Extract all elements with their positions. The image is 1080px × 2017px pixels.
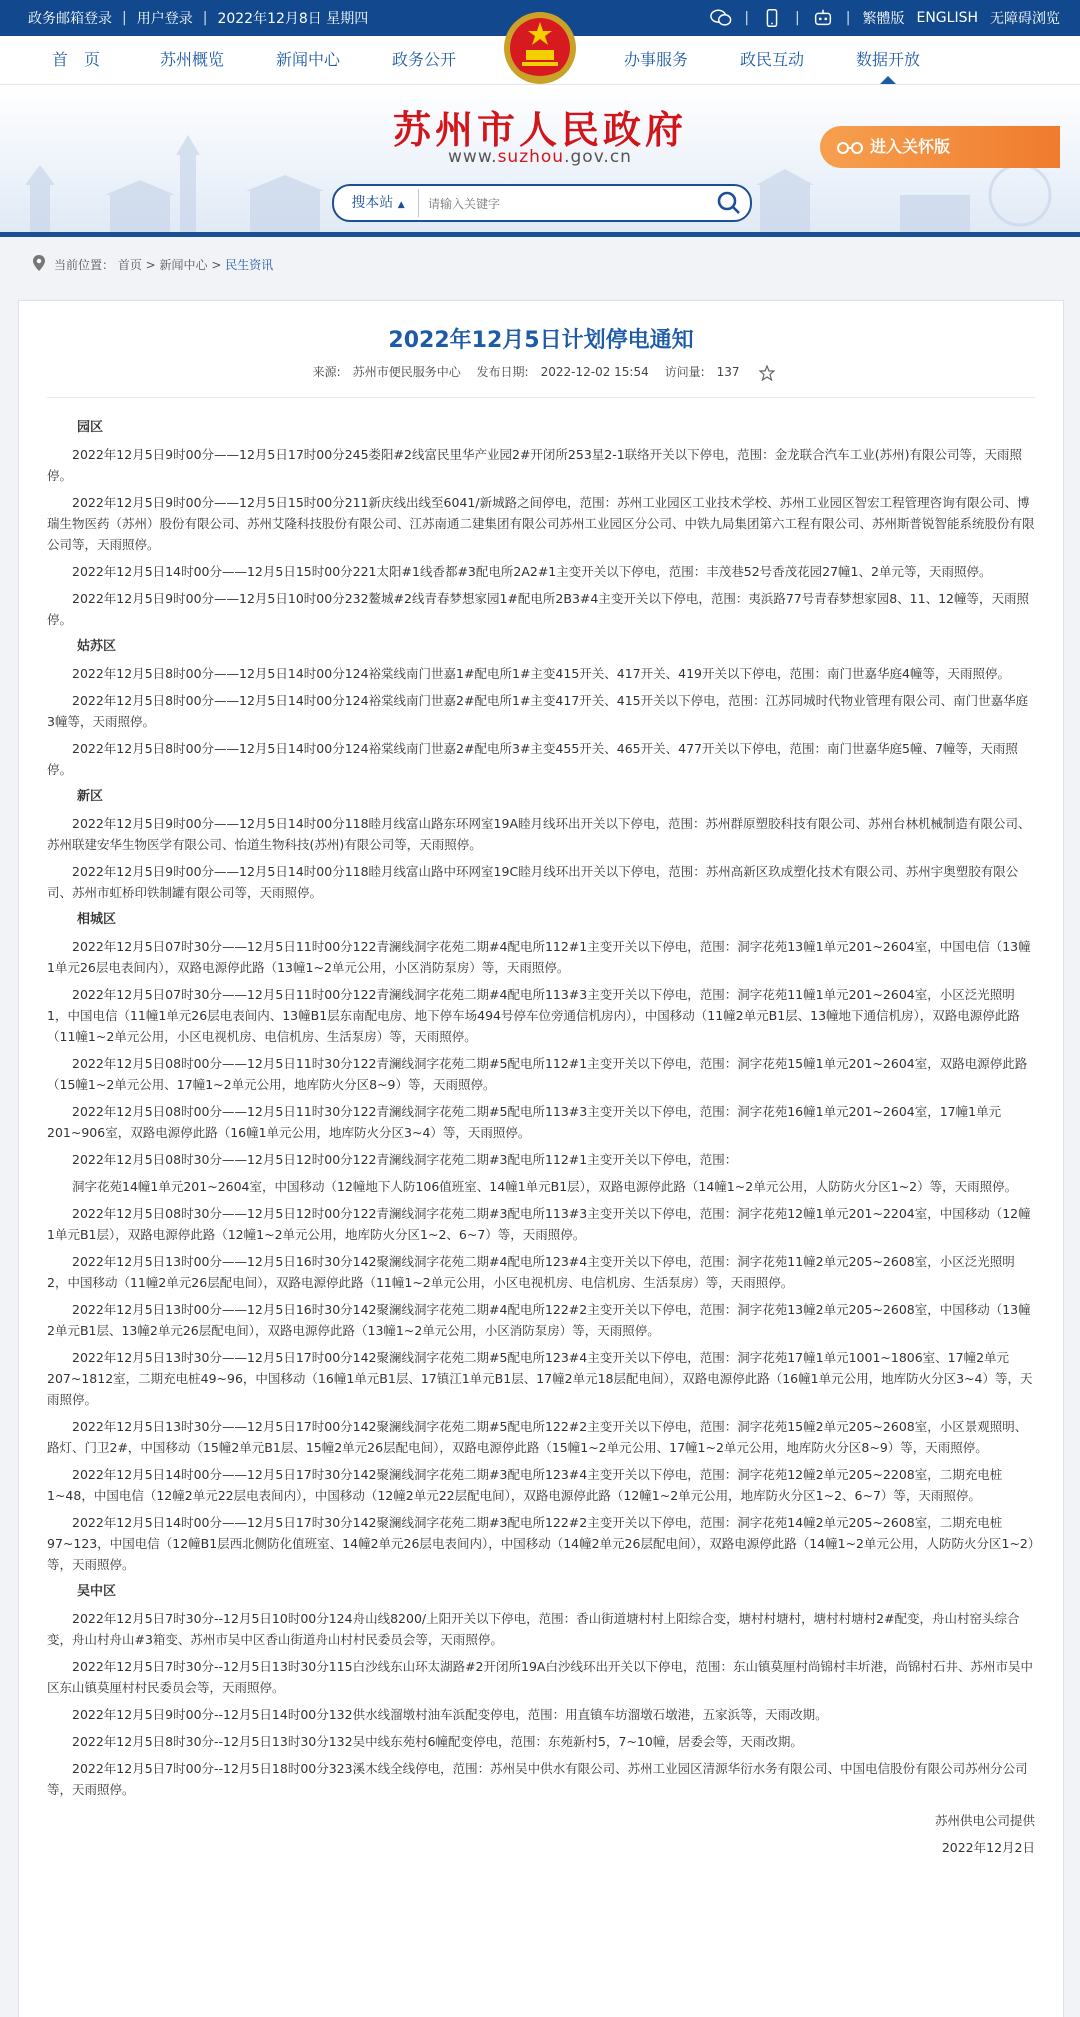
paragraph: 2022年12月5日7时00分--12月5日18时00分323溪木线全线停电，范围：苏州吴中供水有限公司、苏州工业园区清源华衍水务有限公司、中国电信股份有限公司苏州分公司等，天雨照停。 <box>47 1761 1028 1797</box>
nav-news[interactable]: 新闻中心 <box>276 50 341 69</box>
article-meta <box>19 363 1063 381</box>
elder-care-label: 进入关怀版 <box>870 137 951 156</box>
signature-date: 2022年12月2日 <box>941 1840 1035 1855</box>
date-label: 发布日期: <box>476 365 529 379</box>
breadcrumb-separator: > <box>141 258 160 272</box>
paragraph: 2022年12月5日9时00分——12月5日15时00分211新庆线出线至6041/新城路之间停电，范围：苏州工业园区工业技术学校、苏州工业园区智宏工程管理咨询有限公司、博瑞生物医药（苏州）股份有限公司、苏州艾隆科技股份有限公司、江苏南通二建集团有限公司苏州工业园区分公司、中铁九局集团第六工程有限公司、苏州斯普锐智能系统股份有限公司等，天雨照停。 <box>47 495 1035 552</box>
divider: | <box>122 10 127 26</box>
paragraph: 2022年12月5日14时00分——12月5日17时30分142聚澜线洞字花苑二期#3配电所122#2主变开关以下停电，范围：洞字花苑14幢2单元205~2608室，二期充电桩97~123，中国电信（12幢B1层西北侧防化值班室、14幢2单元26层电表间内），中国移动（14幢2单元26层配电间），双路电源停此路（14幢1~2单元公用，人防防火分区1~2）等，天雨照停。 <box>47 1515 1035 1572</box>
source-value: 苏州市便民服务中心 <box>352 365 461 379</box>
user-login-link[interactable]: 用户登录 <box>136 11 193 27</box>
paragraph: 2022年12月5日13时00分——12月5日16时30分142聚澜线洞字花苑二期#4配电所123#4主变开关以下停电，范围：洞字花苑11幢2单元205~2608室，小区泛光照明2，中国移动（11幢2单元26层配电间），双路电源停此路（11幢1~2单元公用，小区电视机房、电信机房、生活泵房）等，天雨照停。 <box>47 1254 1015 1290</box>
section-heading: 相城区 <box>77 912 117 927</box>
paragraph: 2022年12月5日08时00分——12月5日11时30分122青澜线洞字花苑二期#5配电所112#1主变开关以下停电，范围：洞字花苑15幢1单元201~2604室，双路电源停此路（15幢1~2单元公用、17幢1~2单元公用，地库防火分区8~9）等，天雨照停。 <box>47 1056 1028 1092</box>
site-title: 苏州市人民政府 <box>392 107 687 152</box>
url-prefix: www. <box>448 147 498 167</box>
paragraph: 2022年12月5日7时30分--12月5日13时30分115白沙线东山环太湖路#2开闭所19A白沙线环出开关以下停电，范围：东山镇莫厘村尚锦村丰圻港，尚锦村石井、苏州市吴中区东山镇莫厘村村民委员会等，天雨照停。 <box>47 1659 1033 1695</box>
source-label: 来源: <box>312 365 341 379</box>
top-bar-left <box>28 0 368 36</box>
gov-mail-login-link[interactable]: 政务邮箱登录 <box>28 11 112 27</box>
divider: | <box>795 10 800 26</box>
breadcrumb-label: 当前位置： <box>54 258 115 272</box>
nav-interaction[interactable]: 政民互动 <box>740 50 805 69</box>
breadcrumb-separator: > <box>207 258 226 272</box>
caret-up-icon: ▲ <box>397 200 405 210</box>
paragraph: 2022年12月5日8时00分——12月5日14时00分124裕棠线南门世嘉1#配电所1#主变415开关、417开关、419开关以下停电，范围：南门世嘉华庭4幢等，天雨照停。 <box>72 666 1010 681</box>
paragraph: 2022年12月5日9时00分——12月5日10时00分232鳌城#2线青春梦想家园1#配电所2B3#4主变开关以下停电，范围：夷浜路77号青春梦想家园8、11、12幢等，天雨照停。 <box>47 591 1029 627</box>
divider: | <box>845 10 851 26</box>
banner-bottom-line <box>0 232 1080 237</box>
title-divider <box>47 397 1035 398</box>
breadcrumb-home[interactable]: 首页 <box>117 258 142 272</box>
paragraph: 2022年12月5日9时00分——12月5日14时00分118睦月线富山路东环网室19A睦月线环出开关以下停电，范围：苏州群原塑胶科技有限公司、苏州台林机械制造有限公司、苏州联建安华生物医学有限公司、怡道生物科技(苏州)有限公司等，天雨照停。 <box>47 816 1031 852</box>
section-heading: 新区 <box>77 789 104 804</box>
paragraph: 2022年12月5日13时30分——12月5日17时00分142聚澜线洞字花苑二期#5配电所123#4主变开关以下停电，范围：洞字花苑17幢1单元1001~1806室、17幢2单元207~1812室，二期充电桩49~96，中国移动（16幢1单元B1层、17镇江1单元B1层、17幢2单元18层配电间），双路电源停此路（16幢1单元公用，地库防火分区3~4）等，天雨照停。 <box>47 1350 1033 1407</box>
provider-signature: 苏州供电公司提供 <box>934 1813 1035 1828</box>
glasses-icon <box>836 137 864 157</box>
paragraph: 2022年12月5日08时00分——12月5日11时30分122青澜线洞字花苑二期#5配电所113#3主变开关以下停电，范围：洞字花苑16幢1单元201~2604室，17幢1单元201~906室，双路电源停此路（16幢1单元公用，地库防火分区3~4）等，天雨照停。 <box>47 1104 1002 1140</box>
breadcrumb <box>0 252 1080 278</box>
views-value: 137 <box>716 365 740 379</box>
views-label: 访问量: <box>664 365 705 379</box>
divider: | <box>744 10 750 26</box>
divider: | <box>202 10 208 26</box>
search-icon[interactable] <box>716 190 742 216</box>
top-bar-right <box>710 0 1060 36</box>
section-heading: 园区 <box>77 420 104 435</box>
breadcrumb-current[interactable]: 民生资讯 <box>225 258 274 272</box>
nav-gov-info[interactable]: 政务公开 <box>392 50 457 69</box>
paragraph: 2022年12月5日8时00分——12月5日14时00分124裕棠线南门世嘉2#配电所1#主变417开关、415开关以下停电，范围：江苏同城时代物业管理有限公司、南门世嘉华庭3幢等，天雨照停。 <box>47 693 1029 729</box>
robot-icon[interactable] <box>812 8 834 28</box>
search-scope-label: 搜本站 <box>351 195 394 211</box>
paragraph: 2022年12月5日9时00分——12月5日17时00分245娄阳#2线富民里华产业园2#开闭所253星2-1联络开关以下停电，范围：金龙联合汽车工业(苏州)有限公司等，天雨照停。 <box>47 447 1022 483</box>
paragraph: 2022年12月5日13时30分——12月5日17时00分142聚澜线洞字花苑二期#5配电所122#2主变开关以下停电，范围：洞字花苑15幢2单元205~2608室，小区景观照明、路灯、门卫2#，中国移动（15幢2单元B1层、15幢2单元26层配电间），双路电源停此路（15幢1~2单元公用、17幢1~2单元公用，地库防火分区8~9）等，天雨照停。 <box>47 1419 1028 1455</box>
paragraph: 2022年12月5日14时00分——12月5日15时00分221太阳#1线香都#3配电所2A2#1主变开关以下停电，范围：丰茂巷52号香茂花园27幢1、2单元等，天雨照停。 <box>72 564 992 579</box>
section-heading: 姑苏区 <box>77 639 117 654</box>
article-title: 2022年12月5日计划停电通知 <box>388 328 694 353</box>
article-panel <box>18 300 1064 2017</box>
nav-active-indicator <box>880 76 896 84</box>
url-suffix: .gov.cn <box>564 147 632 167</box>
nav-home[interactable]: 首 页 <box>52 50 101 69</box>
paragraph: 2022年12月5日8时00分——12月5日14时00分124裕棠线南门世嘉2#配电所3#主变455开关、465开关、477开关以下停电，范围：南门世嘉华庭5幢、7幢等，天雨照停。 <box>47 741 1018 777</box>
paragraph: 洞字花苑14幢1单元201~2604室，中国移动（12幢地下人防106值班室、14幢1单元B1层），双路电源停此路（14幢1~2单元公用，人防防火分区1~2）等，天雨照停。 <box>72 1179 1018 1194</box>
paragraph: 2022年12月5日13时00分——12月5日16时30分142聚澜线洞字花苑二期#4配电所122#2主变开关以下停电，范围：洞字花苑13幢2单元205~2608室，中国移动（13幢2单元B1层、13幢2单元26层配电间），双路电源停此路（13幢1~2单元公用，小区消防泵房）等，天雨照停。 <box>47 1302 1031 1338</box>
search-scope-select[interactable] <box>338 189 419 217</box>
elder-care-mode-button[interactable] <box>820 126 1060 168</box>
search-box <box>332 184 752 222</box>
nav-overview[interactable]: 苏州概览 <box>160 50 225 69</box>
mobile-icon[interactable] <box>761 8 783 28</box>
traditional-chinese-link[interactable]: 繁體版 <box>862 11 905 27</box>
wechat-icon[interactable] <box>710 8 732 28</box>
search-input[interactable] <box>426 189 700 219</box>
article-content <box>47 417 1035 1864</box>
nav-open-data[interactable]: 数据开放 <box>856 50 921 69</box>
paragraph: 2022年12月5日8时30分--12月5日13时30分132吴中线东苑村6幢配变停电，范围：东苑新村5，7~10幢，居委会等，天雨改期。 <box>72 1734 803 1749</box>
nav-services[interactable]: 办事服务 <box>624 50 689 69</box>
paragraph: 2022年12月5日9时00分--12月5日14时00分132供水线溜墩村油车浜配变停电，范围：用直镇车坊溜墩石墩港，五家浜等，天雨改期。 <box>72 1707 828 1722</box>
paragraph: 2022年12月5日14时00分——12月5日17时30分142聚澜线洞字花苑二期#3配电所123#4主变开关以下停电，范围：洞字花苑12幢2单元205~2208室，二期充电桩1~48，中国电信（12幢2单元22层电表间内），中国移动（12幢2单元22层配电间），双路电源停此路（12幢1~2单元公用，地库防火分区1~2、6~7）等，天雨照停。 <box>47 1467 1003 1503</box>
favorite-star-icon[interactable] <box>759 365 775 381</box>
breadcrumb-trail <box>54 256 273 273</box>
breadcrumb-news[interactable]: 新闻中心 <box>159 258 208 272</box>
paragraph: 2022年12月5日7时30分--12月5日10时00分124舟山线8200/上阳开关以下停电，范围：香山街道塘村村上阳综合变，塘村村塘村，塘村村塘村2#配变，舟山村窑头综合变，舟山村舟山#3箱变、苏州市吴中区香山街道舟山村村民委员会等，天雨照停。 <box>47 1611 1020 1647</box>
url-domain: suzhou <box>497 147 565 167</box>
english-link[interactable]: ENGLISH <box>916 10 978 26</box>
paragraph: 2022年12月5日9时00分——12月5日14时00分118睦月线富山路中环网室19C睦月线环出开关以下停电，范围：苏州高新区玖成塑化技术有限公司、苏州宇奥塑胶有限公司、苏州市虹桥印铁制罐有限公司等，天雨照停。 <box>47 864 1019 900</box>
date-value: 2022-12-02 15:54 <box>540 365 649 379</box>
paragraph: 2022年12月5日08时30分——12月5日12时00分122青澜线洞字花苑二期#3配电所113#3主变开关以下停电，范围：洞字花苑12幢1单元201~2204室，中国移动（12幢1单元B1层），双路电源停此路（12幢1~2单元公用，地库防火分区1~2、6~7）等，天雨照停。 <box>47 1206 1031 1242</box>
current-date: 2022年12月8日 星期四 <box>217 11 369 27</box>
paragraph: 2022年12月5日07时30分——12月5日11时00分122青澜线洞字花苑二期#4配电所112#1主变开关以下停电，范围：洞字花苑13幢1单元201~2604室，中国电信（13幢1单元26层电表间内），双路电源停此路（13幢1~2单元公用，小区消防泵房）等，天雨照停。 <box>47 939 1031 975</box>
national-emblem-icon <box>502 8 578 88</box>
paragraph: 2022年12月5日08时30分——12月5日12时00分122青澜线洞字花苑二期#3配电所112#1主变开关以下停电，范围： <box>72 1152 738 1167</box>
section-heading: 吴中区 <box>77 1584 117 1599</box>
accessibility-link[interactable]: 无障碍浏览 <box>990 11 1060 27</box>
paragraph: 2022年12月5日07时30分——12月5日11时00分122青澜线洞字花苑二期#4配电所113#3主变开关以下停电，范围：洞字花苑11幢1单元201~2604室，小区泛光照明1，中国电信（11幢1单元26层电表间内、13幢B1层东南配电房、地下停车场494号停车位旁通信机房内），中国移动（11幢2单元B1层、13幢地下通信机房），双路电源停此路（11幢1~2单元公用，小区电视机房、电信机房、生活泵房）等，天雨照停。 <box>47 987 1020 1044</box>
location-pin-icon <box>32 254 46 272</box>
